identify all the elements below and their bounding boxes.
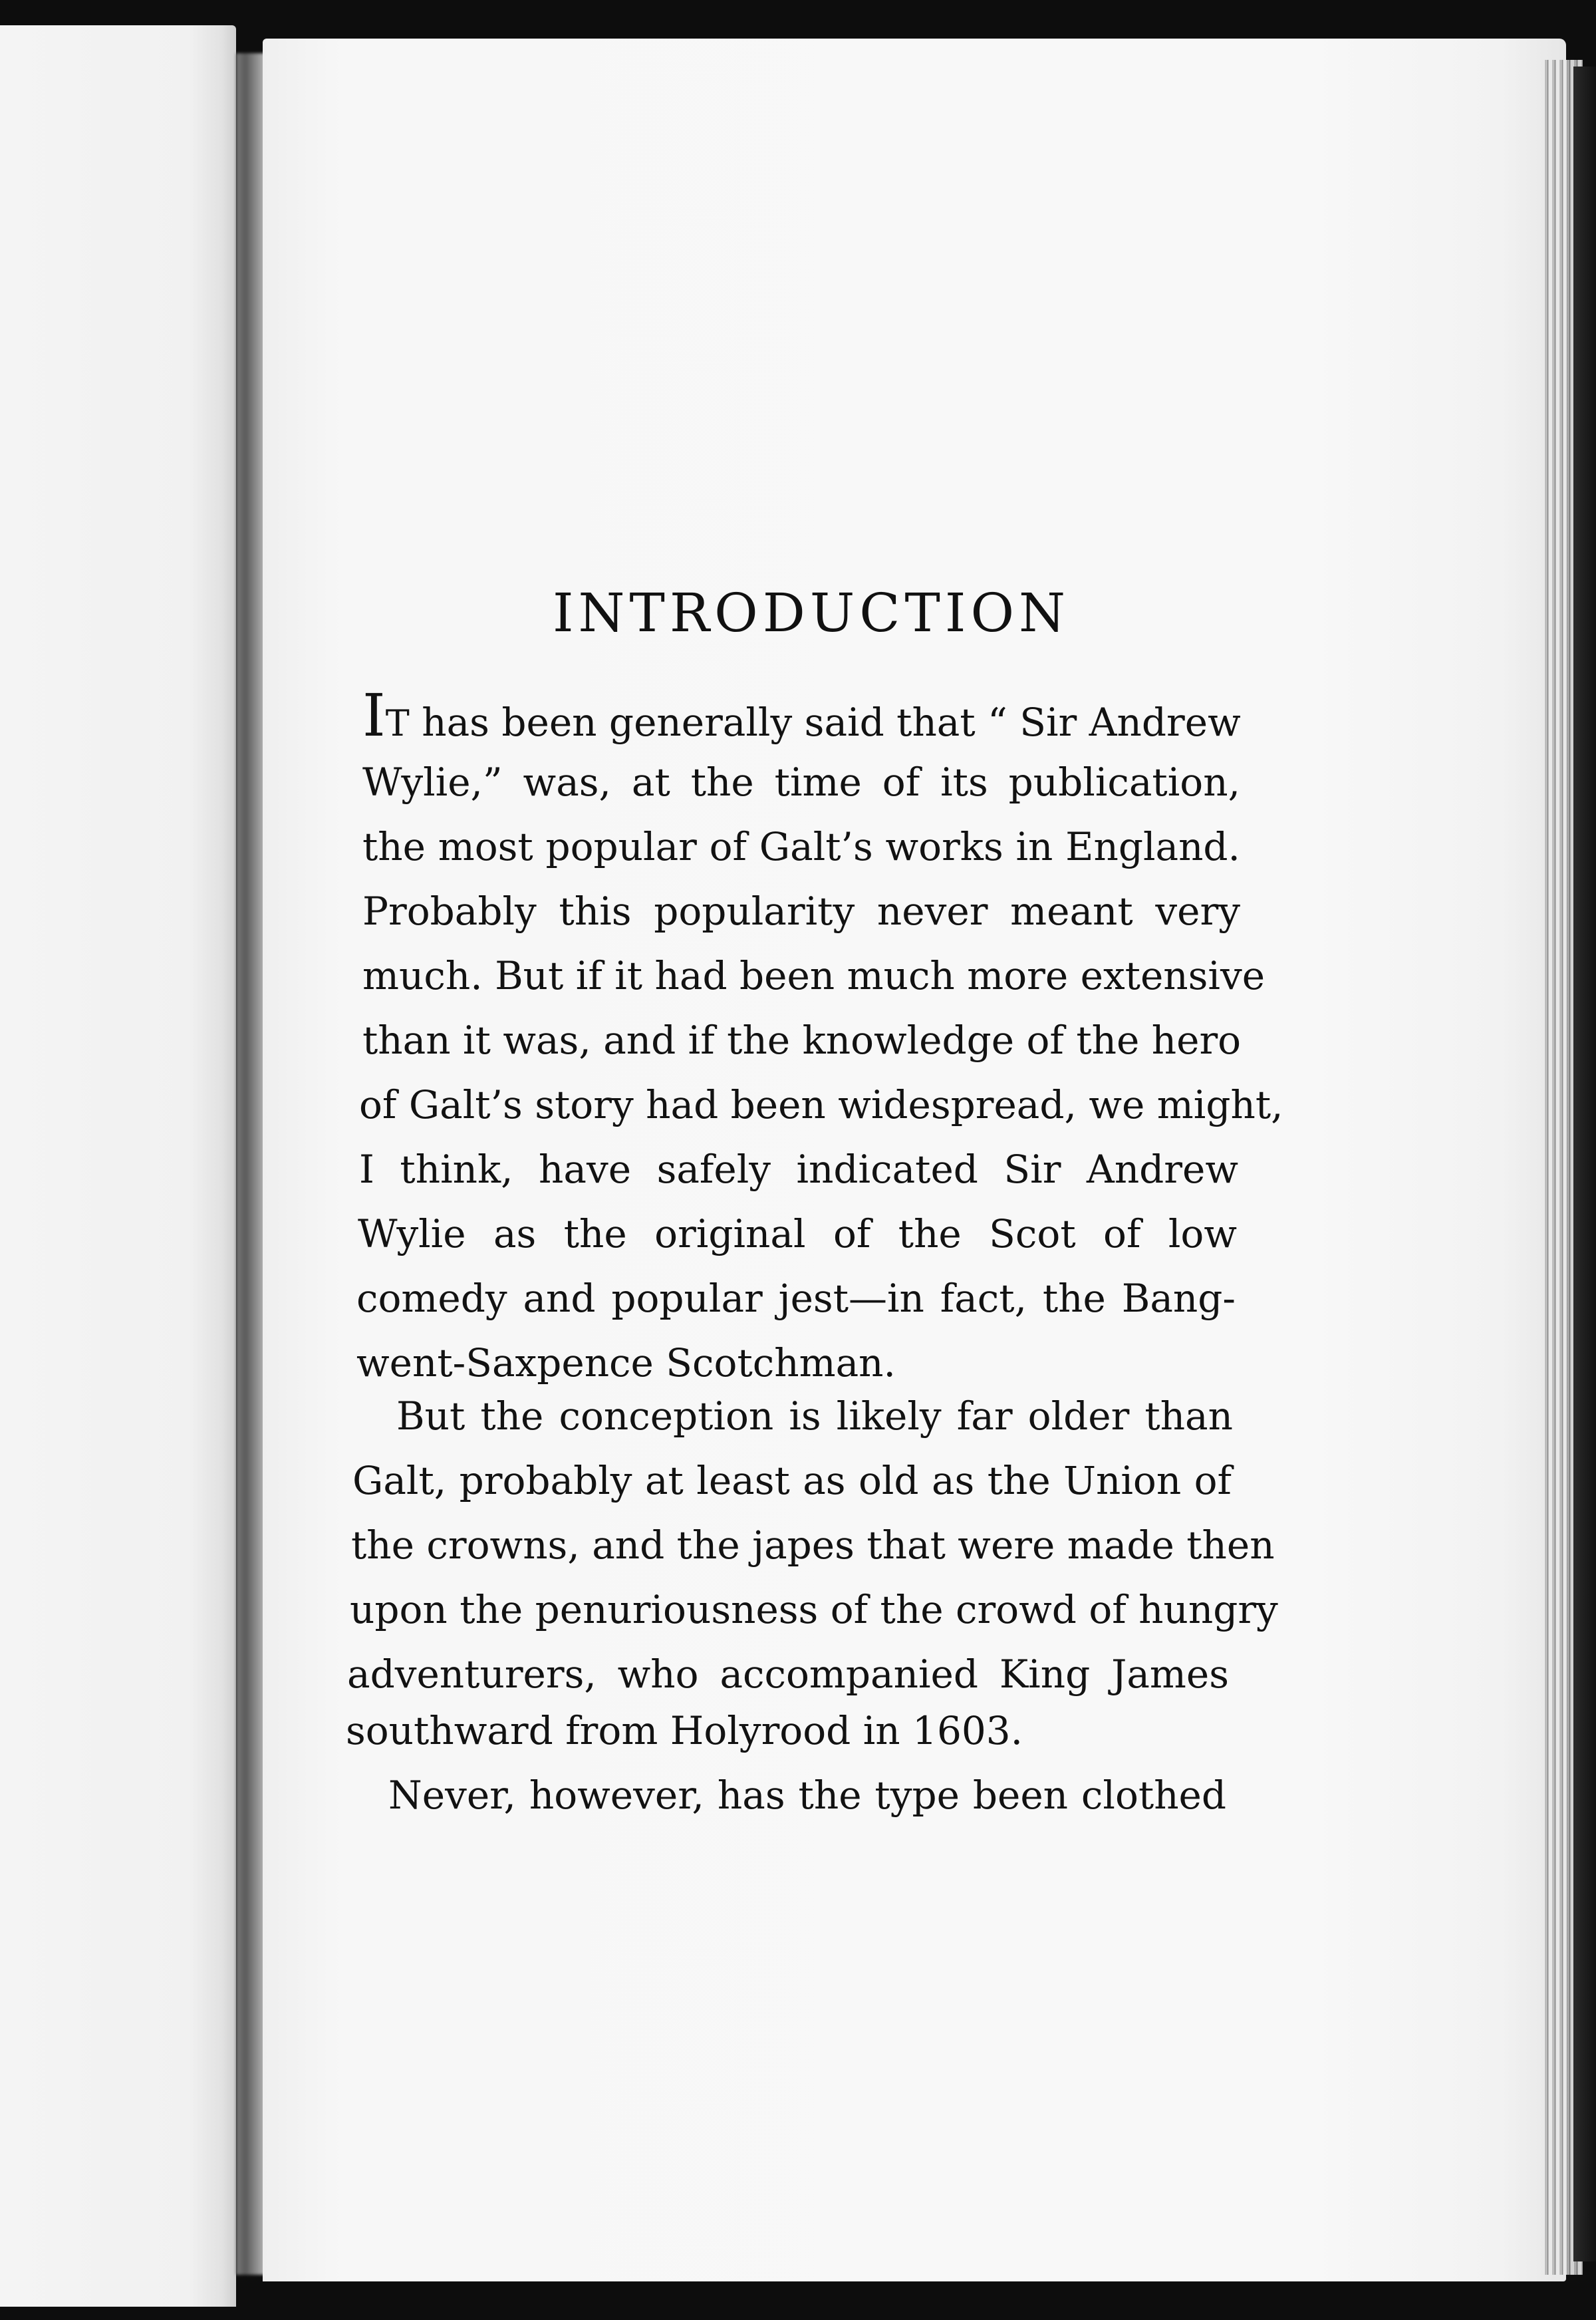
drop-cap-letter: I (362, 681, 386, 750)
text-line: Galt, probably at least as old as the Union of (352, 1458, 1232, 1503)
text-line: much. But if it had been much more extensive (362, 953, 1265, 998)
text-line: the crowns, and the japes that were made then (351, 1522, 1275, 1568)
left-facing-page (0, 25, 236, 2307)
text-line: than it was, and if the knowledge of the hero (362, 1018, 1242, 1063)
text-line: adventurers, who accompanied King James (347, 1652, 1229, 1697)
text-line: I think, have safely indicated Sir Andrew (359, 1147, 1238, 1192)
text-line: southward from Holyrood in 1603. (346, 1708, 1023, 1753)
text-line: went-Saxpence Scotchman. (356, 1340, 896, 1385)
text-line: comedy and popular jest—in fact, the Bang- (356, 1276, 1236, 1321)
text-line: But the conception is likely far older than (396, 1393, 1233, 1439)
text-line: Wylie as the original of the Scot of low (358, 1211, 1237, 1256)
first-line-text: has been generally said that “ Sir Andrew (409, 700, 1241, 745)
text-line: Never, however, has the type been clothed (388, 1773, 1226, 1818)
text-line (362, 681, 1241, 750)
page-edges-shadow (1573, 67, 1596, 2261)
text-line: Wylie,” was, at the time of its publication, (362, 760, 1240, 805)
text-line: of Galt’s story had been widespread, we might, (359, 1082, 1283, 1127)
small-cap-letter: T (385, 702, 410, 744)
chapter-heading: INTRODUCTION (552, 582, 1071, 644)
text-line: Probably this popularity never meant very (362, 889, 1240, 934)
text-line: the most popular of Galt’s works in England. (362, 824, 1240, 869)
text-line: upon the penuriousness of the crowd of hungry (350, 1587, 1278, 1632)
